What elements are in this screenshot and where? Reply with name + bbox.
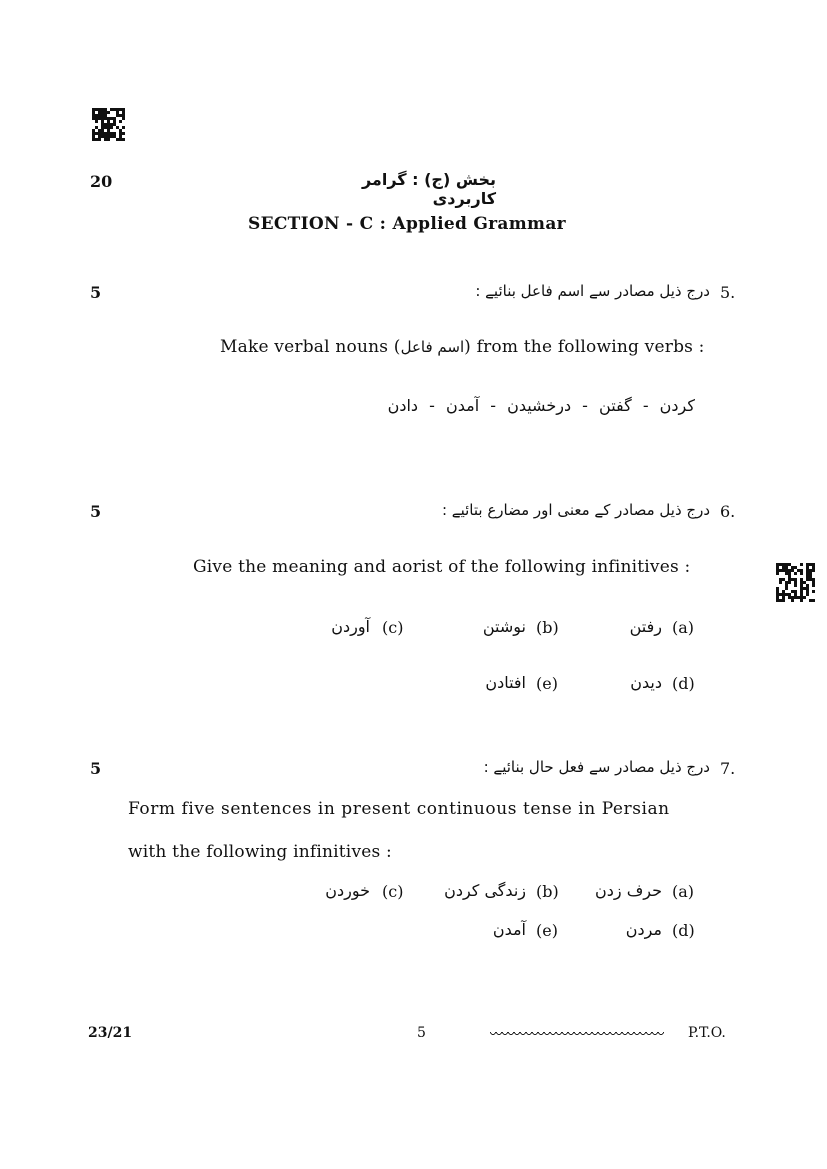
option-label: (e) [536, 674, 558, 693]
wavy-divider [490, 1032, 664, 1038]
option-label: (a) [672, 618, 695, 637]
option-word: نوشتن [482, 617, 526, 636]
option-label: (b) [536, 618, 559, 637]
question-instruction-english: Give the meaning and aorist of the following infinitives : [193, 557, 691, 577]
footer-page-number: 5 [417, 1025, 426, 1041]
marks: 5 [90, 502, 102, 521]
question-instruction-english: Form five sentences in present continuous tense in Persian [128, 799, 670, 819]
option-label: (c) [382, 882, 404, 901]
section-title-urdu: بخش (ج) : گرامر کاربردی [361, 170, 496, 208]
option-word: افتادن [485, 673, 526, 692]
instruction-text: ) from the following verbs : [464, 337, 705, 357]
footer-code: 23/21 [88, 1025, 133, 1041]
footer-pto: P.T.O. [688, 1025, 726, 1041]
marks: 5 [90, 283, 102, 302]
option-label: (d) [672, 921, 695, 940]
question-number: 6. [720, 502, 736, 521]
question-instruction-english [220, 337, 705, 357]
qr-code-icon [776, 563, 815, 602]
option-word: دیدن [630, 673, 662, 692]
option-label: (c) [382, 618, 404, 637]
option-word: مردن [625, 920, 662, 939]
option-word: خوردن [325, 881, 370, 900]
option-word: آمدن [492, 920, 526, 939]
question-instruction-english: with the following infinitives : [128, 842, 392, 862]
option-label: (d) [672, 674, 695, 693]
option-word: آوردن [331, 617, 370, 636]
option-word: حرف زدن [595, 881, 662, 900]
qr-code-icon [92, 108, 125, 141]
marks: 5 [90, 759, 102, 778]
top-page-number: 20 [90, 172, 113, 191]
verbs-line: کردن - گفتن - درخشیدن - آمدن - دادن [387, 396, 695, 415]
question-instruction-urdu: درج ذیل مصادر کے معنی اور مضارع بتائیے : [441, 501, 710, 519]
option-word: زندگی کردن [444, 881, 526, 900]
option-label: (e) [536, 921, 558, 940]
section-title-english: SECTION - C : Applied Grammar [248, 214, 566, 234]
question-number: 5. [720, 283, 736, 302]
option-word: رفتن [629, 617, 662, 636]
question-instruction-urdu: درج ذیل مصادر سے فعل حال بنائیے : [483, 758, 710, 776]
option-label: (b) [536, 882, 559, 901]
option-label: (a) [672, 882, 695, 901]
question-instruction-urdu: درج ذیل مصادر سے اسم فاعل بنائیے : [475, 282, 710, 300]
instruction-term-urdu: اسم فاعل [400, 338, 465, 356]
question-number: 7. [720, 759, 736, 778]
instruction-text: Make verbal nouns ( [220, 337, 401, 357]
